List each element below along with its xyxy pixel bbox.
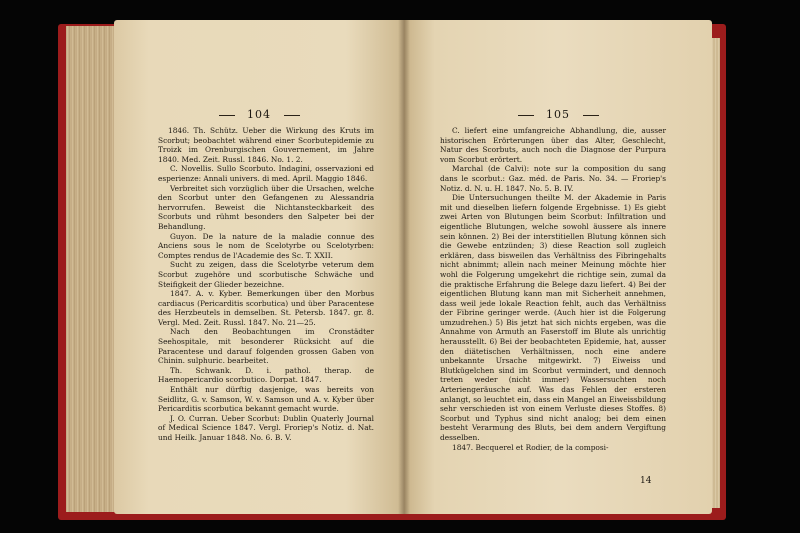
paragraph: 1847. Becquerel et Rodier, de la composi-	[452, 442, 609, 452]
left-page-header	[114, 108, 404, 121]
paragraph: C. liefert eine umfangreiche Abhandlung, die, ausser historischen Erörterungen über das Alter, Geschlecht, Natur des Scorbuts, auch noch die Diagnose der Purpura vom Scorbut erörtert.	[440, 126, 666, 164]
paragraph: Guyon. De la nature de la maladie connue des Anciens sous le nom de Scelotyrbe ou Scelotyrben: Comptes rendus de l'Academie des Sc. T. XXII.	[158, 231, 374, 260]
header-dash	[583, 115, 599, 116]
book-gutter	[398, 20, 410, 514]
header-dash	[219, 115, 235, 116]
paragraph: Th. Schwank. D. i. pathol. therap. de Haemopericardio scorbutico. Dorpat. 1847.	[158, 365, 374, 385]
paragraph: Nach den Beobachtungen im Cronstädter Seehospitale, mit besonderer Rücksicht auf die Paracentese und darauf folgenden grossen Gaben von Chinin. sulphuric. bearbeitet.	[158, 327, 374, 366]
paragraph: 1847. A. v. Kyber. Bemerkungen über den Morbus cardiacus (Pericarditis scorbutica) und über Paracentese des Herzbeutels in demselben. St. Petersb. 1847. gr. 8. Vergl. Med. Zeit. Russl. 1847. No. 21—25.	[158, 289, 374, 327]
left-page	[114, 20, 404, 514]
right-page	[404, 20, 712, 514]
header-dash	[518, 115, 534, 116]
header-dash	[284, 115, 300, 116]
paragraph: C. Novellis. Sullo Scorbuto. Indagini, osservazioni ed esperienze: Annali univers. di med. April. Maggio 1846.	[158, 164, 374, 183]
right-page-number: 105	[546, 108, 570, 121]
paragraph: Enthält nur dürftig dasjenige, was bereits von Seidlitz, G. v. Samson, W. v. Samson und A. v. Kyber über Pericarditis scorbutica bekannt gemacht wurde.	[158, 385, 374, 414]
paragraph: Verbreitet sich vorzüglich über die Ursachen, welche den Scorbut unter den Gefangenen zu Alessandria hervorrufen. Beweist die Nichtansteckbarkeit des Scorbuts und rühmt besonders den Salpeter bei der Behandlung.	[158, 183, 374, 231]
signature-mark: 14	[640, 476, 652, 486]
paragraph: 1846. Th. Schütz. Ueber die Wirkung des Kruts im Scorbut; beobachtet während einer Scorbutepidemie zu Troizk im Orenburgischen Gouvernement, im Jahre 1840. Med. Zeit. Russl. 1846. No. 1. 2.	[158, 126, 374, 164]
paragraph: Marchal (de Calvi): note sur la composition du sang dans le scorbut.: Gaz. méd. de Paris. No. 34. — Froriep's Notiz. d. N. u. H. 1847. No. 5. B. IV.	[440, 164, 666, 193]
paragraph: Die Untersuchungen theilte M. der Akademie in Paris mit und dieselben liefern folgende Ergebnisse. 1) Es giebt zwei Arten von Blutungen beim Scorbut: Infiltration und eigentliche Blutungen, welche sowohl äussere als innere sein können. 2) Bei der interstitiellen Blutung können sich die Gewebe entzünden; 3) diese Reaction soll zugleich erklären, dass bisweilen das Verhältniss des Fibringehalts nicht abnimmt; allein nach meiner Meinung möchte hier wohl die Folgerung umgekehrt die richtige sein, zumal da die praktische Erfahrung die Belege dazu liefert. 4) Bei der eigentlichen Blutung kann man mit Sicherheit annehmen, dass weil jede lokale Reaction fehlt, auch das Verhältniss der Fibrine geringer werde. (Auch hier ist die Folgerung umzudrehen.) 5) Bis jetzt hat sich nichts ergeben, was die Annahme von Armuth an Faserstoff im Blute als unrichtig herausstellt. 6) Bei der beobachteten Epidemie, hat, ausser den diätetischen Verhältnissen, noch eine andere unbekannte Ursache mitgewirkt. 7) Eiweiss und Blutkügelchen sind im Scorbut vermindert, und dennoch treten weder (nicht immer) Wassersuchten noch Arteriengeräusche auf. Was das Fehlen der ersteren anlangt, so leuchtet ein, dass ein Mangel an Eiweissbildung sehr verschieden ist von einem Verluste dieses Stoffes. 8) Scorbut und Typhus sind nicht analog; bei dem einen besteht Verarmung des Bluts, bei dem andern Vergiftung desselben.	[440, 193, 666, 442]
right-page-body	[440, 126, 666, 452]
left-page-body	[158, 126, 374, 443]
right-page-header	[404, 108, 712, 121]
paragraph: J. O. Curran. Ueber Scorbut: Dublin Quaterly Journal of Medical Science 1847. Vergl. Froriep's Notiz. d. Nat. und Heilk. Januar 1848. No. 6. B. V.	[158, 413, 374, 442]
left-page-number: 104	[247, 108, 271, 121]
paragraph: Sucht zu zeigen, dass die Scelotyrbe veterum dem Scorbut zugehöre und scorbutische Schwäche und Steifigkeit der Glieder bezeichne.	[158, 260, 374, 289]
page-edges-left	[66, 26, 118, 512]
